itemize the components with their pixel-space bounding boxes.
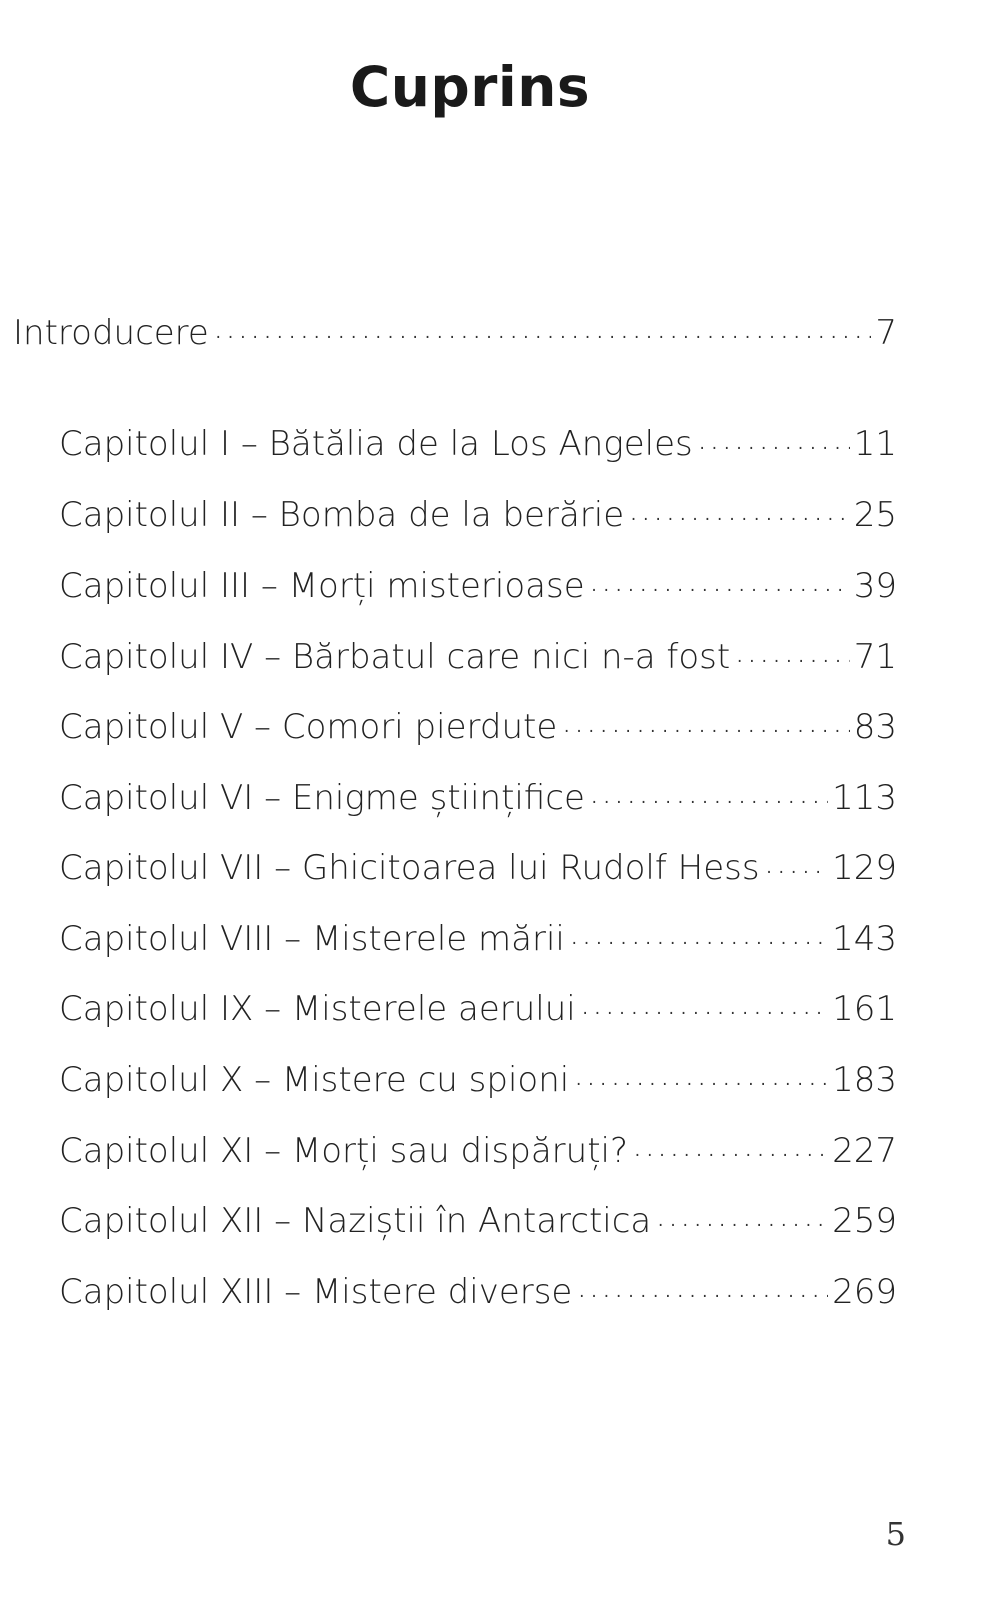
toc-entry-chapter-13[interactable] [59,1269,897,1314]
toc-entry-page-number: 269 [832,1272,897,1312]
toc-entry-chapter-12[interactable] [59,1198,897,1243]
toc-entry-page-number: 113 [832,778,897,818]
toc-entry-page-number: 83 [853,707,897,747]
toc-entry-title: Capitolul VII – Ghicitoarea lui Rudolf Hess [59,848,760,888]
dot-leader [573,1057,828,1091]
toc-entry-introduction[interactable] [13,310,897,355]
dot-leader [655,1198,828,1232]
toc-entry-chapter-9[interactable] [59,986,897,1031]
toc-entry-page-number: 161 [832,989,897,1029]
dot-leader [213,310,872,344]
toc-entry-title: Capitolul X – Mistere cu spioni [59,1060,570,1100]
toc-entry-chapter-3[interactable] [59,563,897,608]
toc-entry-page-number: 129 [832,848,897,888]
toc-entry-page-number: 227 [832,1131,897,1171]
toc-entry-chapter-5[interactable] [59,704,897,749]
toc-entry-title: Capitolul IV – Bărbatul care nici n-a fost [59,637,731,677]
toc-entry-title: Capitolul IX – Misterele aerului [59,989,576,1029]
toc-entry-chapter-2[interactable] [59,492,897,537]
toc-entry-title: Capitolul III – Morți misterioase [59,566,585,606]
page-number: 5 [885,1515,906,1553]
dot-leader [628,492,850,526]
page-title: Cuprins [349,54,591,119]
toc-entry-page-number: 183 [832,1060,897,1100]
toc-entry-page-number: 39 [853,566,897,606]
dot-leader [569,916,828,950]
toc-entry-title: Capitolul XII – Naziștii în Antarctica [59,1201,652,1241]
toc-entry-chapter-11[interactable] [59,1128,897,1173]
toc-entry-page-number: 71 [853,637,897,677]
dot-leader [589,563,850,597]
toc-entry-chapter-8[interactable] [59,916,897,961]
toc-entry-page-number: 7 [875,313,897,353]
toc-entry-chapter-10[interactable] [59,1057,897,1102]
toc-entry-title: Introducere [13,313,209,353]
dot-leader [764,845,829,879]
dot-leader [561,704,849,738]
toc-entry-page-number: 259 [832,1201,897,1241]
toc-entry-title: Capitolul II – Bomba de la berărie [59,495,625,535]
dot-leader [734,634,850,668]
toc-entry-title: Capitolul XIII – Mistere diverse [59,1272,573,1312]
toc-entry-title: Capitolul V – Comori pierdute [59,707,558,747]
toc-entry-chapter-7[interactable] [59,845,897,890]
toc-entry-title: Capitolul VI – Enigme științifice [59,778,585,818]
dot-leader [632,1128,828,1162]
toc-entry-page-number: 25 [853,495,897,535]
toc-entry-chapter-6[interactable] [59,775,897,820]
dot-leader [580,986,828,1020]
toc-entry-page-number: 11 [853,424,897,464]
toc-entry-chapter-1[interactable] [59,421,897,466]
toc-entry-title: Capitolul XI – Morți sau dispăruți? [59,1131,629,1171]
dot-leader [576,1269,828,1303]
toc-entry-title: Capitolul VIII – Misterele mării [59,919,565,959]
toc-entry-page-number: 143 [832,919,897,959]
dot-leader [697,421,850,455]
dot-leader [589,775,828,809]
toc-entry-title: Capitolul I – Bătălia de la Los Angeles [59,424,693,464]
toc-entry-chapter-4[interactable] [59,634,897,679]
